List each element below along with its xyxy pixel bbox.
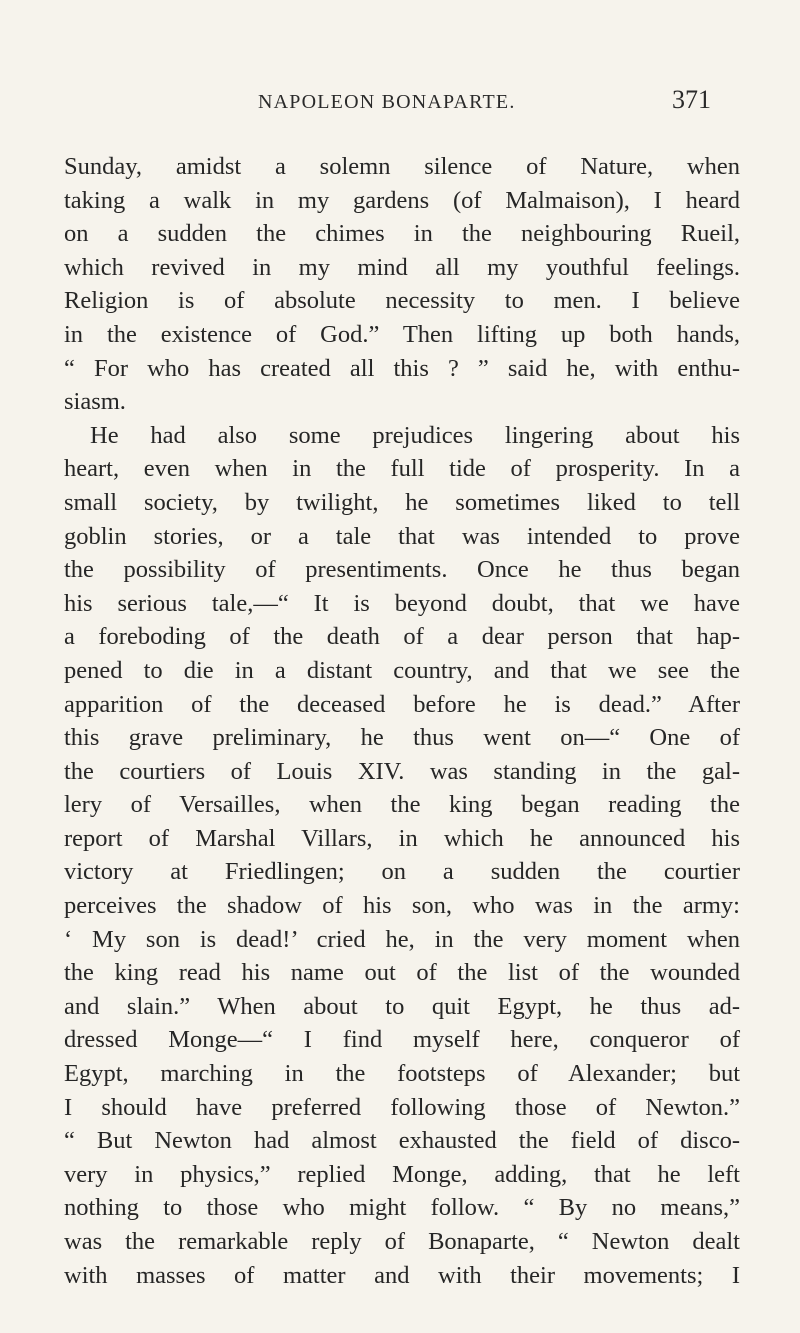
text-line: dressed Monge—“ I find myself here, conqueror of xyxy=(64,1026,740,1054)
text-line: siasm. xyxy=(64,388,126,416)
text-line: “ But Newton had almost exhausted the field of disco- xyxy=(64,1127,740,1155)
body-text xyxy=(64,150,740,1292)
running-head: NAPOLEON BONAPARTE. xyxy=(258,91,516,113)
text-line: on a sudden the chimes in the neighbouring Rueil, xyxy=(64,220,740,248)
text-line: the courtiers of Louis XIV. was standing in the gal- xyxy=(64,757,740,785)
text-line: Sunday, amidst a solemn silence of Nature, when xyxy=(64,153,740,180)
text-line: the king read his name out of the list of the wounded xyxy=(64,959,740,987)
text-line: a foreboding of the death of a dear person that hap- xyxy=(64,623,740,651)
page-number: 371 xyxy=(672,85,711,114)
text-line: nothing to those who might follow. “ By no means,” xyxy=(64,1194,740,1222)
text-line: pened to die in a distant country, and that we see the xyxy=(64,656,740,684)
text-line: lery of Versailles, when the king began reading the xyxy=(64,791,740,819)
text-line: perceives the shadow of his son, who was in the army: xyxy=(64,892,740,920)
text-line: small society, by twilight, he sometimes liked to tell xyxy=(64,488,740,516)
text-line: Religion is of absolute necessity to men. I believe xyxy=(64,287,740,315)
text-line: which revived in my mind all my youthful feelings. xyxy=(64,253,740,281)
text-line: ‘ My son is dead!’ cried he, in the very moment when xyxy=(64,925,740,953)
text-line: was the remarkable reply of Bonaparte, “ Newton dealt xyxy=(64,1228,740,1255)
text-line: He had also some prejudices lingering about his xyxy=(90,421,740,449)
text-line: with masses of matter and with their movements; I xyxy=(64,1261,740,1289)
text-line: very in physics,” replied Monge, adding, that he left xyxy=(64,1160,740,1188)
text-line: taking a walk in my gardens (of Malmaison), I heard xyxy=(64,186,740,214)
text-line: “ For who has created all this ? ” said he, with enthu- xyxy=(64,354,740,382)
text-line: in the existence of God.” Then lifting up both hands, xyxy=(64,320,740,348)
text-line: I should have preferred following those of Newton.” xyxy=(64,1093,740,1121)
text-line: the possibility of presentiments. Once he thus began xyxy=(64,556,740,584)
text-line: apparition of the deceased before he is dead.” After xyxy=(64,690,740,718)
text-line: heart, even when in the full tide of prosperity. In a xyxy=(64,455,740,483)
text-line: his serious tale,—“ It is beyond doubt, that we have xyxy=(64,589,740,617)
text-line: and slain.” When about to quit Egypt, he thus ad- xyxy=(64,992,740,1020)
page-header xyxy=(0,85,800,125)
text-line: Egypt, marching in the footsteps of Alexander; but xyxy=(64,1060,740,1088)
text-line: this grave preliminary, he thus went on—“ One of xyxy=(64,724,740,752)
text-line: goblin stories, or a tale that was intended to prove xyxy=(64,522,740,550)
text-line: report of Marshal Villars, in which he announced his xyxy=(64,824,740,852)
text-line: victory at Friedlingen; on a sudden the courtier xyxy=(64,858,740,886)
